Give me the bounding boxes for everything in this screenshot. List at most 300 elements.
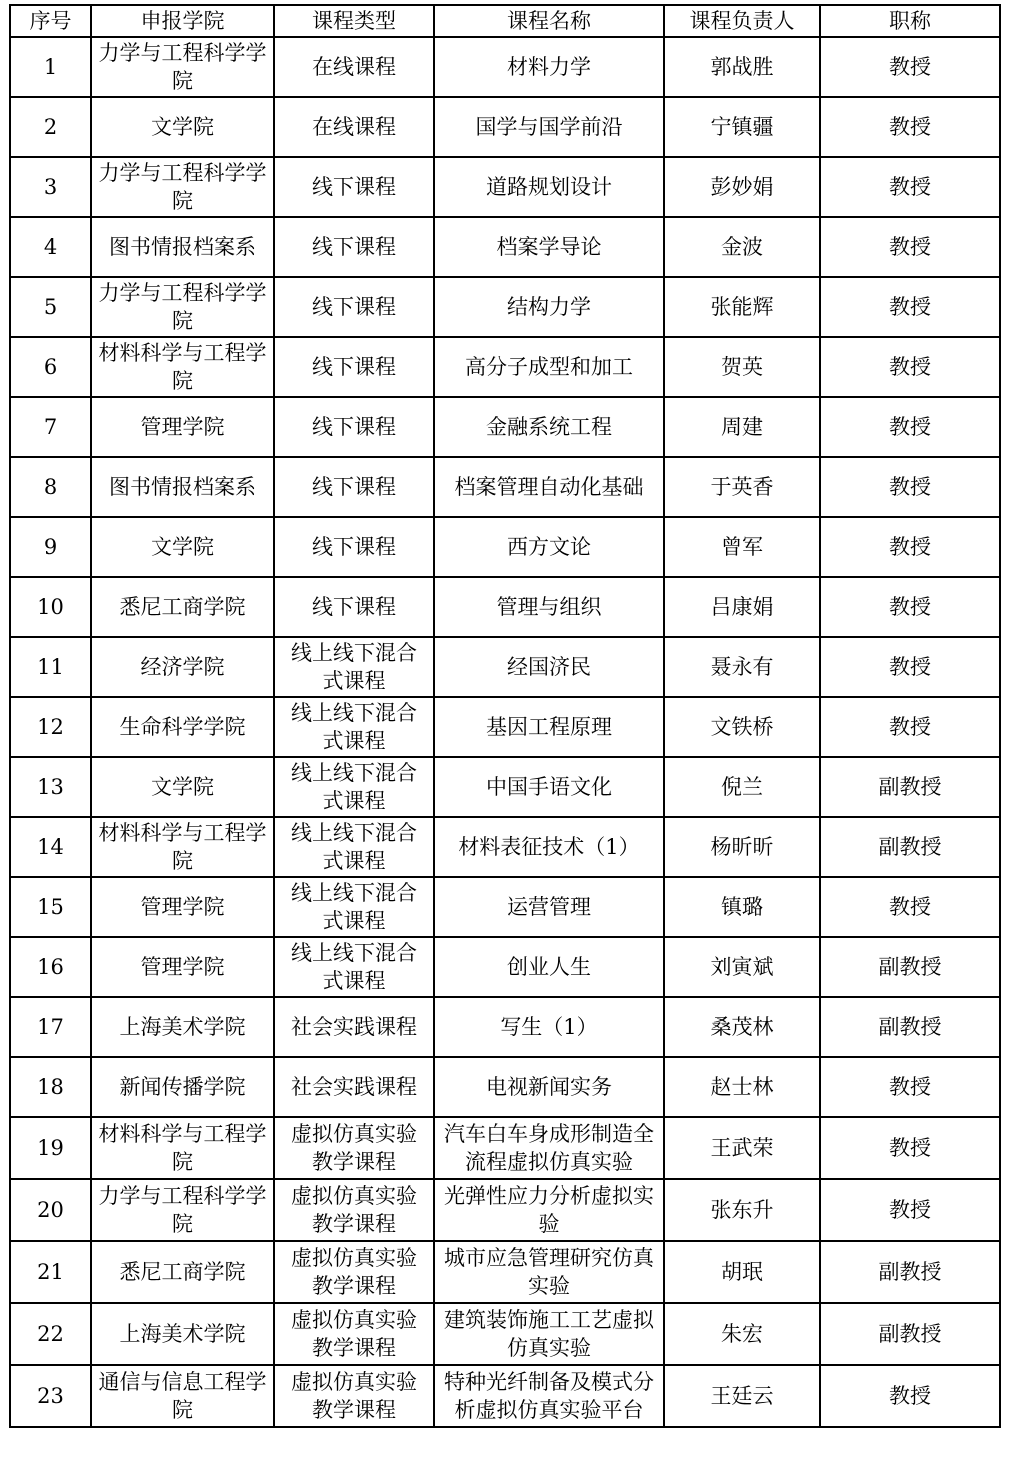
cell-leader [664,937,820,997]
table-row [10,1179,1000,1241]
cell-title [820,337,1000,397]
cell-leader-text: 镇璐 [721,895,763,919]
cell-type [274,517,434,577]
cell-title-text: 教授 [889,655,931,679]
cell-college-text: 管理学院 [140,895,225,919]
cell-type-text: 线下课程 [312,475,396,499]
cell-course-name-text: 管理与组织 [496,595,602,619]
cell-course-name-text: 创业人生 [507,955,591,979]
header-cell-type: 课程类型 [274,5,434,37]
cell-type [274,1303,434,1365]
cell-no-text: 7 [43,415,58,439]
cell-course-name-text: 特种光纤制备及模式分析虚拟仿真实验平台 [444,1370,654,1422]
cell-course-name [434,397,664,457]
cell-title-text: 副教授 [878,775,942,799]
table-row [10,337,1000,397]
cell-course-name [434,337,664,397]
cell-no-text: 4 [43,235,58,259]
cell-title [820,637,1000,697]
cell-college-text: 力学与工程科学学院 [98,161,267,213]
cell-title-text: 教授 [889,235,931,259]
cell-type-text: 线上线下混合式课程 [291,701,417,753]
cell-title [820,1057,1000,1117]
cell-no-text: 14 [37,835,64,859]
cell-type-text: 线下课程 [312,175,396,199]
cell-college [91,937,274,997]
cell-course-name-text: 基因工程原理 [486,715,612,739]
cell-no [10,37,91,97]
table-row [10,577,1000,637]
cell-type [274,337,434,397]
cell-leader [664,457,820,517]
cell-course-name-text: 光弹性应力分析虚拟实验 [444,1184,654,1236]
cell-no [10,757,91,817]
cell-no-text: 2 [43,115,58,139]
cell-leader-text: 桑茂林 [710,1015,774,1039]
cell-title [820,1179,1000,1241]
cell-no-text: 5 [43,295,58,319]
cell-no-text: 6 [43,355,58,379]
cell-leader-text: 彭妙娟 [710,175,774,199]
cell-course-name-text: 汽车白车身成形制造全流程虚拟仿真实验 [444,1122,654,1174]
cell-title [820,1365,1000,1427]
cell-no [10,1365,91,1427]
cell-no [10,397,91,457]
table-row [10,637,1000,697]
cell-no-text: 11 [37,655,64,679]
cell-title-text: 教授 [889,595,931,619]
cell-title [820,1241,1000,1303]
cell-no [10,157,91,217]
cell-college-text: 管理学院 [140,415,225,439]
cell-leader-text: 王廷云 [710,1384,774,1408]
cell-leader [664,817,820,877]
cell-title [820,517,1000,577]
cell-no [10,1179,91,1241]
cell-college-text: 悉尼工商学院 [119,1260,246,1284]
cell-type [274,217,434,277]
cell-leader-text: 胡珉 [721,1260,763,1284]
cell-title [820,757,1000,817]
cell-leader [664,277,820,337]
cell-leader [664,997,820,1057]
cell-course-name [434,817,664,877]
cell-type-text: 社会实践课程 [291,1015,417,1039]
cell-title-text: 教授 [889,55,931,79]
cell-leader [664,37,820,97]
cell-title [820,97,1000,157]
cell-no [10,817,91,877]
cell-college [91,637,274,697]
cell-course-name [434,457,664,517]
cell-course-name-text: 档案学导论 [496,235,602,259]
cell-no-text: 3 [43,175,58,199]
cell-college [91,97,274,157]
cell-no [10,97,91,157]
cell-college-text: 文学院 [151,115,214,139]
cell-college-text: 管理学院 [140,955,225,979]
cell-type [274,457,434,517]
cell-course-name [434,937,664,997]
cell-type-text: 线上线下混合式课程 [291,881,417,933]
cell-leader [664,337,820,397]
table-row [10,517,1000,577]
cell-course-name [434,997,664,1057]
cell-title [820,277,1000,337]
cell-college [91,877,274,937]
cell-leader [664,1303,820,1365]
cell-leader [664,1241,820,1303]
cell-title-text: 教授 [889,115,931,139]
cell-title [820,817,1000,877]
cell-title [820,577,1000,637]
cell-no-text: 10 [37,595,64,619]
cell-course-name-text: 城市应急管理研究仿真实验 [444,1246,654,1298]
cell-leader-text: 吕康娟 [710,595,774,619]
cell-title-text: 副教授 [878,955,942,979]
cell-leader-text: 文铁桥 [710,715,774,739]
cell-course-name [434,757,664,817]
cell-title [820,1303,1000,1365]
cell-title [820,217,1000,277]
cell-type-text: 虚拟仿真实验教学课程 [291,1308,417,1360]
table-row [10,1365,1000,1427]
cell-title [820,937,1000,997]
cell-type [274,937,434,997]
cell-college [91,1303,274,1365]
cell-type [274,877,434,937]
cell-title-text: 教授 [889,475,931,499]
table-row [10,817,1000,877]
cell-type [274,757,434,817]
cell-type-text: 线上线下混合式课程 [291,761,417,813]
cell-type-text: 线下课程 [312,355,396,379]
table-row [10,157,1000,217]
cell-type-text: 在线课程 [312,115,396,139]
cell-no [10,1241,91,1303]
cell-leader [664,517,820,577]
header-cell-course-name: 课程名称 [434,5,664,37]
cell-type [274,1365,434,1427]
header-cell-title: 职称 [820,5,1000,37]
cell-course-name [434,1365,664,1427]
table-row [10,757,1000,817]
cell-title [820,37,1000,97]
cell-type-text: 线下课程 [312,595,396,619]
cell-no [10,877,91,937]
cell-course-name-text: 高分子成型和加工 [465,355,633,379]
cell-course-name [434,37,664,97]
cell-type [274,637,434,697]
cell-leader [664,757,820,817]
cell-leader [664,577,820,637]
cell-course-name [434,157,664,217]
course-table [9,4,1001,1428]
cell-type [274,577,434,637]
cell-course-name-text: 道路规划设计 [486,175,612,199]
cell-title-text: 教授 [889,355,931,379]
cell-leader-text: 倪兰 [721,775,763,799]
cell-type-text: 线上线下混合式课程 [291,941,417,993]
cell-leader-text: 贺英 [721,355,763,379]
cell-title-text: 教授 [889,415,931,439]
cell-college [91,457,274,517]
cell-college-text: 上海美术学院 [119,1322,246,1346]
cell-course-name [434,97,664,157]
cell-type [274,277,434,337]
cell-type [274,1179,434,1241]
table-row [10,97,1000,157]
cell-no [10,697,91,757]
cell-college-text: 力学与工程科学学院 [98,41,267,93]
table-row [10,1117,1000,1179]
cell-type-text: 虚拟仿真实验教学课程 [291,1184,417,1236]
cell-no [10,577,91,637]
cell-college-text: 生命科学学院 [119,715,246,739]
cell-title-text: 教授 [889,715,931,739]
cell-type-text: 虚拟仿真实验教学课程 [291,1246,417,1298]
header-cell-no: 序号 [10,5,91,37]
cell-type-text: 线下课程 [312,235,396,259]
cell-title [820,697,1000,757]
cell-course-name-text: 运营管理 [507,895,591,919]
cell-leader-text: 宁镇疆 [710,115,774,139]
cell-leader [664,1365,820,1427]
cell-no [10,1117,91,1179]
cell-college [91,757,274,817]
cell-no [10,217,91,277]
cell-course-name-text: 电视新闻实务 [486,1075,612,1099]
cell-course-name [434,217,664,277]
cell-college [91,217,274,277]
cell-title [820,997,1000,1057]
cell-no [10,997,91,1057]
cell-college-text: 材料科学与工程学院 [98,1122,267,1174]
cell-college-text: 图书情报档案系 [109,475,256,499]
cell-no-text: 12 [37,715,64,739]
cell-college [91,1365,274,1427]
cell-college [91,157,274,217]
cell-course-name-text: 西方文论 [507,535,591,559]
cell-college [91,1057,274,1117]
cell-title-text: 教授 [889,1136,931,1160]
cell-title-text: 教授 [889,295,931,319]
cell-type-text: 线下课程 [312,415,396,439]
table-row [10,217,1000,277]
cell-college-text: 上海美术学院 [119,1015,246,1039]
cell-leader [664,157,820,217]
cell-type-text: 线上线下混合式课程 [291,641,417,693]
header-row [10,5,1000,37]
table-row [10,277,1000,337]
cell-no-text: 20 [37,1198,64,1222]
cell-no-text: 8 [43,475,58,499]
cell-no-text: 22 [37,1322,64,1346]
cell-type [274,397,434,457]
cell-title-text: 教授 [889,1384,931,1408]
cell-college [91,1241,274,1303]
cell-no [10,517,91,577]
cell-no [10,1303,91,1365]
cell-no-text: 19 [37,1136,64,1160]
table-row [10,1241,1000,1303]
table-row [10,397,1000,457]
cell-leader-text: 郭战胜 [710,55,774,79]
cell-no [10,277,91,337]
cell-type [274,97,434,157]
cell-leader [664,877,820,937]
cell-title-text: 教授 [889,175,931,199]
cell-course-name [434,877,664,937]
cell-leader [664,697,820,757]
cell-no-text: 18 [37,1075,64,1099]
cell-college [91,577,274,637]
cell-type-text: 线上线下混合式课程 [291,821,417,873]
cell-college [91,1117,274,1179]
cell-course-name-text: 写生（1） [500,1015,598,1039]
cell-course-name [434,1303,664,1365]
cell-leader-text: 周建 [721,415,763,439]
cell-college-text: 力学与工程科学学院 [98,1184,267,1236]
cell-no [10,637,91,697]
cell-college-text: 通信与信息工程学院 [98,1370,267,1422]
cell-title-text: 副教授 [878,1015,942,1039]
cell-title-text: 教授 [889,1198,931,1222]
cell-college [91,397,274,457]
cell-course-name [434,1057,664,1117]
cell-no-text: 9 [43,535,58,559]
cell-college [91,37,274,97]
cell-title-text: 副教授 [878,1260,942,1284]
cell-leader-text: 金波 [721,235,763,259]
cell-college [91,337,274,397]
header-cell-college: 申报学院 [91,5,274,37]
cell-course-name-text: 金融系统工程 [486,415,612,439]
cell-title [820,157,1000,217]
cell-type [274,817,434,877]
table-row [10,1303,1000,1365]
cell-leader-text: 赵士林 [710,1075,774,1099]
cell-leader [664,97,820,157]
cell-leader [664,217,820,277]
cell-no-text: 13 [37,775,64,799]
cell-college-text: 经济学院 [140,655,225,679]
cell-course-name-text: 材料力学 [507,55,591,79]
cell-course-name-text: 档案管理自动化基础 [454,475,644,499]
cell-college [91,517,274,577]
table-body [10,37,1000,1427]
cell-college-text: 悉尼工商学院 [119,595,246,619]
cell-college [91,997,274,1057]
cell-course-name [434,577,664,637]
cell-type-text: 在线课程 [312,55,396,79]
cell-leader-text: 张东升 [710,1198,774,1222]
cell-type [274,697,434,757]
cell-leader-text: 曾军 [721,535,763,559]
cell-leader-text: 张能辉 [710,295,774,319]
cell-leader-text: 于英香 [710,475,774,499]
cell-title-text: 教授 [889,535,931,559]
cell-no-text: 1 [43,55,58,79]
cell-course-name [434,697,664,757]
cell-leader-text: 刘寅斌 [710,955,774,979]
cell-title [820,877,1000,937]
cell-type-text: 线下课程 [312,535,396,559]
cell-type [274,1241,434,1303]
cell-type-text: 线下课程 [312,295,396,319]
table-row [10,997,1000,1057]
cell-course-name-text: 材料表征技术（1） [458,835,640,859]
table-row [10,937,1000,997]
cell-college-text: 图书情报档案系 [109,235,256,259]
cell-college [91,697,274,757]
cell-type [274,997,434,1057]
cell-course-name [434,1241,664,1303]
header-cell-leader: 课程负责人 [664,5,820,37]
cell-title [820,397,1000,457]
cell-type-text: 虚拟仿真实验教学课程 [291,1122,417,1174]
cell-type-text: 虚拟仿真实验教学课程 [291,1370,417,1422]
table-row [10,457,1000,517]
cell-leader [664,1057,820,1117]
cell-course-name-text: 经国济民 [507,655,591,679]
cell-college-text: 材料科学与工程学院 [98,341,267,393]
cell-course-name [434,637,664,697]
cell-title-text: 副教授 [878,835,942,859]
cell-no [10,1057,91,1117]
cell-college-text: 新闻传播学院 [119,1075,246,1099]
cell-type-text: 社会实践课程 [291,1075,417,1099]
cell-leader [664,1179,820,1241]
table-row [10,877,1000,937]
cell-no-text: 16 [37,955,64,979]
cell-course-name-text: 中国手语文化 [486,775,612,799]
cell-leader-text: 聂永有 [710,655,774,679]
cell-type [274,1057,434,1117]
cell-course-name [434,517,664,577]
cell-title-text: 教授 [889,895,931,919]
cell-no-text: 21 [37,1260,64,1284]
table-row [10,1057,1000,1117]
cell-no-text: 23 [37,1384,64,1408]
cell-college-text: 力学与工程科学学院 [98,281,267,333]
cell-college [91,277,274,337]
cell-leader [664,397,820,457]
cell-course-name [434,1179,664,1241]
cell-course-name [434,1117,664,1179]
cell-type [274,37,434,97]
cell-college [91,1179,274,1241]
cell-leader-text: 王武荣 [710,1136,774,1160]
cell-course-name [434,277,664,337]
cell-title [820,457,1000,517]
cell-leader [664,1117,820,1179]
cell-type [274,157,434,217]
cell-title-text: 教授 [889,1075,931,1099]
cell-leader-text: 杨昕昕 [710,835,774,859]
cell-course-name-text: 结构力学 [507,295,591,319]
cell-no-text: 17 [37,1015,64,1039]
cell-leader-text: 朱宏 [721,1322,763,1346]
cell-college [91,817,274,877]
table-row [10,697,1000,757]
cell-college-text: 材料科学与工程学院 [98,821,267,873]
cell-college-text: 文学院 [151,535,214,559]
cell-course-name-text: 国学与国学前沿 [475,115,623,139]
cell-college-text: 文学院 [151,775,214,799]
cell-no [10,937,91,997]
cell-no [10,457,91,517]
